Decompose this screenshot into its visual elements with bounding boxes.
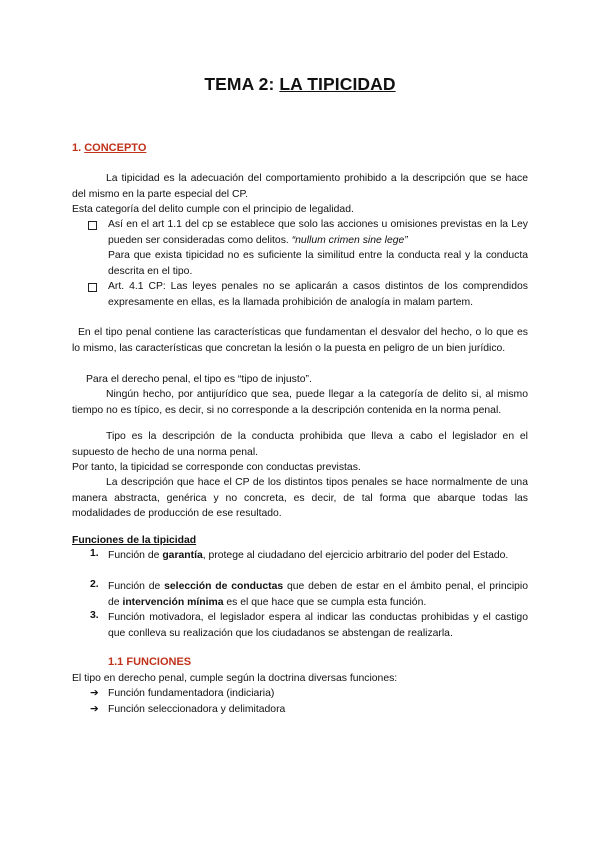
bullet-item-continuation: Para que exista tipicidad no es suficiente la similitud entre la conducta real y la conducta descrita en el tipo. — [108, 250, 528, 277]
numbered-item: Función de selección de conductas que deben de estar en el ámbito penal, el principio de intervención mínima es el que hace que se cumpla esta función. — [108, 581, 528, 608]
paragraph: Tipo es la descripción de la conducta prohibida que lleva a cabo el legislador en el supuesto de hecho de una norma penal. — [72, 431, 528, 458]
numbered-item: Función motivadora, el legislador espera al indicar las conductas prohibidas y el castigo que conlleva su realización que los ciudadanos se abstengan de realizarla. — [108, 612, 528, 639]
numbered-item: Función de garantía, protege al ciudadano del ejercicio arbitrario del poder del Estado. — [108, 550, 509, 561]
list-number: 2. — [90, 579, 99, 590]
paragraph: Por tanto, la tipicidad se corresponde con conductas previstas. — [72, 462, 361, 473]
arrow-bullet-icon: ➔ — [90, 704, 99, 715]
checkbox-bullet-icon — [88, 283, 97, 295]
subsection-heading: 1.1 FUNCIONES — [108, 656, 192, 668]
section-heading-concepto: 1. CONCEPTO — [72, 142, 147, 154]
page-title: TEMA 2: LA TIPICIDAD — [204, 74, 396, 94]
paragraph: En el tipo penal contiene las características que fundamentan el desvalor del hecho, o lo que es lo mismo, las características que concretan la lesión o la puesta en peligro de un bien jurídico. — [72, 327, 528, 354]
list-item: Función fundamentadora (indiciaria) — [108, 688, 275, 699]
bullet-item: Así en el art 1.1 del cp se establece que solo las acciones u omisiones previstas en la Ley pueden ser consideradas como delitos. “nullum crimen sine lege” — [108, 219, 528, 246]
paragraph: Ningún hecho, por antijurídico que sea, puede llegar a la categoría de delito si, al mismo tiempo no es típico, es decir, si no corresponde a la descripción contenida en la norma penal. — [72, 389, 528, 416]
list-number: 3. — [90, 610, 99, 621]
list-number: 1. — [90, 548, 99, 559]
checkbox-bullet-icon — [88, 221, 97, 233]
bullet-item: Art. 4.1 CP: Las leyes penales no se aplicarán a casos distintos de los comprendidos expresamente en ellas, es la llamada prohibición de analogía in malam partem. — [108, 281, 528, 308]
paragraph: La tipicidad es la adecuación del comportamiento prohibido a la descripción que se hace del mismo en la parte especial del CP. — [72, 173, 528, 200]
list-item: Función seleccionadora y delimitadora — [108, 704, 286, 715]
paragraph: Esta categoría del delito cumple con el principio de legalidad. — [72, 204, 354, 215]
paragraph: La descripción que hace el CP de los distintos tipos penales se hace normalmente de una manera abstracta, genérica y no concreta, es decir, de tal forma que abarque todas las modalidades de producción de ese resultado. — [72, 477, 528, 520]
funciones-heading: Funciones de la tipicidad — [72, 535, 197, 546]
arrow-bullet-icon: ➔ — [90, 688, 99, 699]
paragraph: El tipo en derecho penal, cumple según la doctrina diversas funciones: — [72, 673, 398, 684]
paragraph: Para el derecho penal, el tipo es “tipo de injusto”. — [86, 374, 312, 385]
